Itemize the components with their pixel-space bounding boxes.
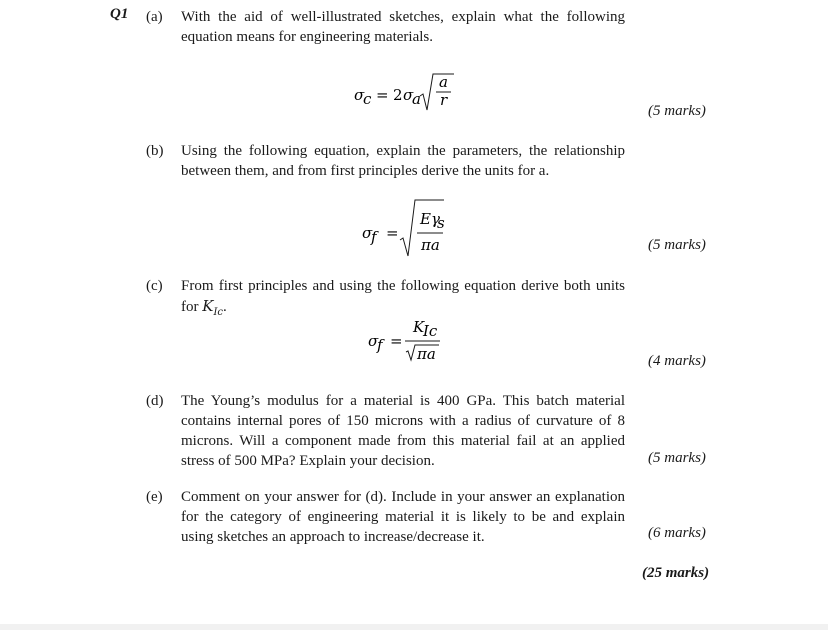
part-e-text: Comment on your answer for (d). Include in your answer an explanation for the category of engineering material it is likely to be and explain using sketches an approach to increase/decrease it. — [181, 489, 625, 545]
part-c-marks: (4 marks) — [648, 353, 706, 369]
part-a-label: (a) — [146, 9, 163, 25]
part-a-marks: (5 marks) — [648, 103, 706, 119]
part-c-text-after: . — [223, 299, 227, 315]
part-a-text: With the aid of well-illustrated sketches, explain what the following equation means for engineering materials. — [181, 9, 625, 45]
part-e-label: (e) — [146, 489, 163, 505]
eq-a-coef: 2 — [393, 86, 403, 104]
page-bottom-edge — [0, 624, 828, 630]
equation-b — [360, 196, 460, 262]
eq-a-den: r — [440, 91, 448, 109]
eq-a-sigma2: σ — [403, 86, 414, 104]
part-c-text-before: From first principles and using the following equation derive both units for — [181, 278, 625, 315]
part-b-text: Using the following equation, explain the parameters, the relationship between them, and from first principles derive the units for a. — [181, 143, 625, 179]
equation-a — [350, 70, 460, 116]
eq-b-num: Eγ — [420, 210, 440, 228]
eq-b-lhs-sub: f — [371, 228, 377, 246]
part-b-label: (b) — [146, 143, 164, 159]
eq-c-den: πa — [417, 345, 436, 363]
eq-c-sigma: σ — [368, 332, 379, 350]
part-e-marks: (6 marks) — [648, 525, 706, 541]
part-d-marks: (5 marks) — [648, 450, 706, 466]
eq-a-sigma: σ — [354, 86, 365, 104]
eq-b-equals: = — [386, 224, 399, 242]
eq-c-equals: = — [390, 332, 403, 350]
part-d-label: (d) — [146, 393, 164, 409]
total-marks: (25 marks) — [642, 565, 710, 581]
question-number: Q1 — [110, 6, 129, 22]
eq-b-den: πa — [421, 236, 440, 254]
eq-a-equals: = — [376, 86, 389, 104]
eq-b-num-sub: s — [437, 214, 445, 232]
eq-c-lhs-sub: f — [377, 336, 383, 354]
part-b-marks: (5 marks) — [648, 237, 706, 253]
part-c-label: (c) — [146, 278, 163, 294]
equation-c — [366, 316, 456, 366]
eq-a-num: a — [439, 73, 448, 91]
eq-b-sigma: σ — [362, 224, 373, 242]
eq-c-num-sub: Ic — [423, 322, 438, 340]
eq-a-rhs-sub: a — [412, 90, 421, 108]
eq-a-lhs-sub: c — [363, 90, 372, 108]
eq-c-num: K — [413, 318, 425, 336]
part-d-text: The Young’s modulus for a material is 400 GPa. This batch material contains internal pores of 150 microns with a radius of curvature of 8 microns. Will a component made from this material fail at an applied stress of 500 MPa? Explain your decision. — [181, 393, 625, 469]
kic-symbol: $K_{Ic}$ — [202, 297, 224, 318]
